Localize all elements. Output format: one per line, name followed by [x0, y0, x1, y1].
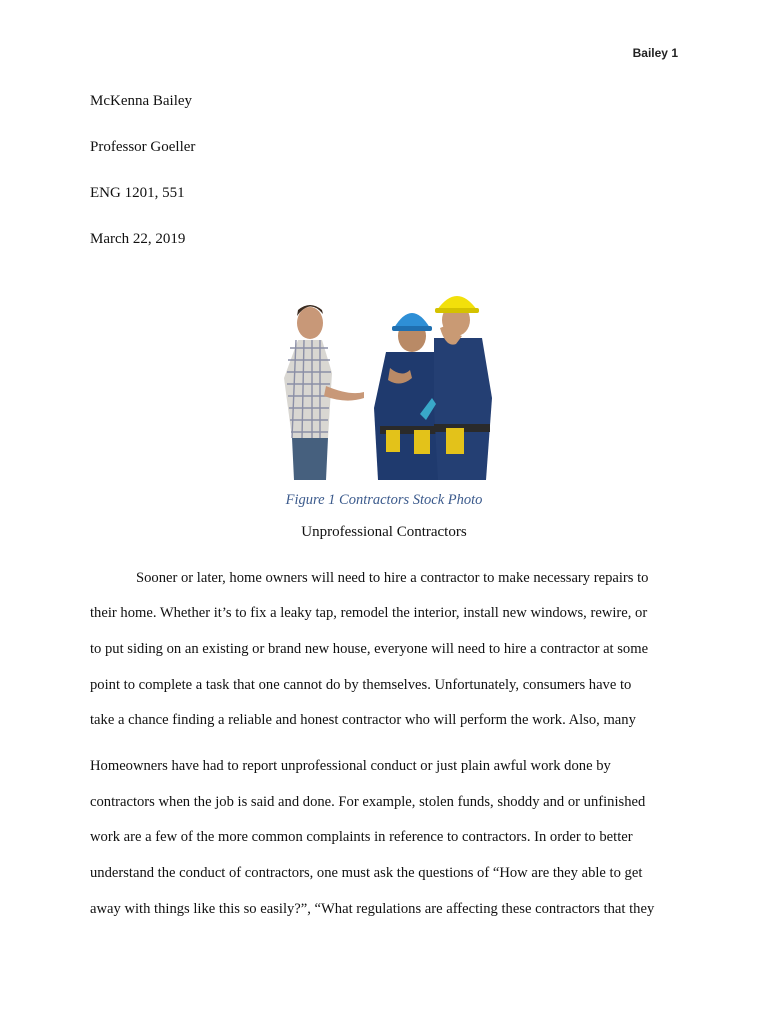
paragraph-line: their home. Whether it’s to fix a leaky tap, remodel the interior, install new windows, rewire, or	[90, 605, 648, 621]
paragraph-line: take a chance finding a reliable and honest contractor who will perform the work. Also, many	[90, 712, 636, 728]
paragraph-line: Sooner or later, home owners will need to hire a contractor to make necessary repairs to	[136, 570, 649, 586]
paragraph-line: understand the conduct of contractors, one must ask the questions of “How are they able to get	[90, 865, 643, 881]
professor-name: Professor Goeller	[90, 139, 196, 155]
running-head: Bailey 1	[632, 46, 678, 60]
figure-caption: Figure 1 Contractors Stock Photo	[285, 492, 483, 508]
paragraph-line: point to complete a task that one cannot do by themselves. Unfortunately, consumers have to	[90, 677, 632, 693]
paragraph-line: work are a few of the more common complaints in reference to contractors. In order to better	[90, 829, 633, 845]
paragraph-line: to put siding on an existing or brand new house, everyone will need to hire a contractor at some	[90, 641, 649, 657]
course-number: ENG 1201, 551	[90, 185, 185, 201]
author-name: McKenna Bailey	[90, 93, 193, 109]
contractors-photo	[270, 288, 500, 483]
paragraph-line: contractors when the job is said and done. For example, stolen funds, shoddy and or unfinished	[90, 794, 646, 810]
customer-figure	[284, 305, 364, 480]
paragraph-line: away with things like this so easily?”, “What regulations are affecting these contractors that they	[90, 901, 655, 917]
paragraph-line: Homeowners have had to report unprofessional conduct or just plain awful work done by	[90, 758, 611, 774]
date: March 22, 2019	[90, 231, 186, 247]
essay-title: Unprofessional Contractors	[301, 524, 467, 540]
